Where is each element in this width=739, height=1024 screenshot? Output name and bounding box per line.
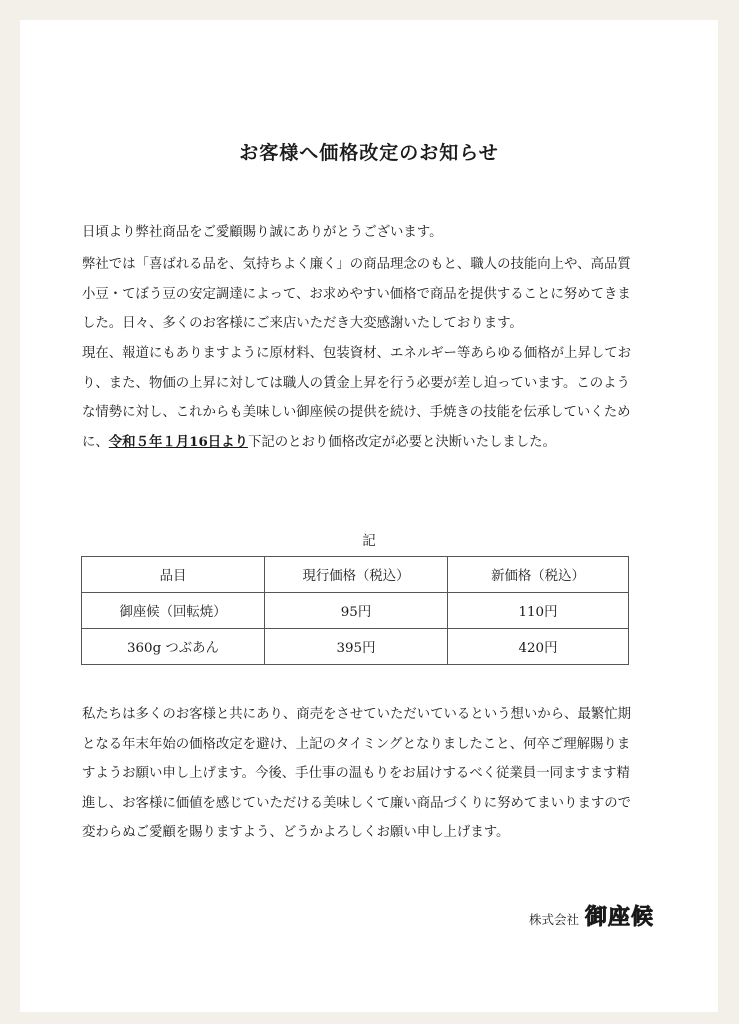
company-logo: 御座候 (584, 904, 654, 930)
item-name: 360g つぶあん (82, 629, 265, 665)
current-price: 395円 (265, 629, 448, 665)
situation-tail: 下記のとおり価格改定が必要と決断いたしました。 (247, 434, 556, 450)
philosophy-text: 弊社では「喜ばれる品を、気持ちよく廉く」の商品理念のもと、職人の技能向上や、高品質小豆・てぼう豆の安定調達によって、お求めやすい価格で商品を提供することに努めてきました。日々、多くのお客様にご来店いただき大変感謝いたしております。 (82, 257, 631, 331)
situation-paragraph (82, 339, 642, 457)
closing-text: 私たちは多くのお客様と共にあり、商売をさせていただいているという想いから、最繁忙期となる年末年始の価格改定を避け、上記のタイミングとなりましたこと、何卒ご理解賜りますようお願い申し上げます。今後、手仕事の温もりをお届けするべく従業員一同ますます精進し、お客様に価値を感じていただける美味しくて廉い商品づくりに努めてまいりますので変わらぬご愛顧を賜りますよう、どうかよろしくお願い申し上げます。 (82, 707, 632, 840)
notice-sheet (20, 20, 718, 1012)
header-new-price: 新価格（税込） (448, 557, 629, 593)
philosophy-paragraph (82, 250, 642, 339)
signature (529, 900, 654, 931)
notice-title: お客様へ価格改定のお知らせ (239, 142, 499, 164)
header-item: 品目 (82, 557, 265, 593)
closing-paragraph (82, 700, 642, 848)
intro-paragraph (82, 218, 642, 248)
price-table (81, 556, 629, 665)
current-price: 95円 (265, 593, 448, 629)
ki-heading: 記 (362, 533, 376, 549)
effective-date: 令和５年１月16日より (108, 433, 248, 450)
header-current-price: 現行価格（税込） (265, 557, 448, 593)
table-row (82, 593, 629, 629)
item-name: 御座候（回転焼） (82, 593, 265, 629)
table-row (82, 629, 629, 665)
intro-text: 日頃より弊社商品をご愛顧賜り誠にありがとうございます。 (82, 225, 443, 240)
table-header-row (82, 557, 629, 593)
new-price: 110円 (448, 593, 629, 629)
new-price: 420円 (448, 629, 629, 665)
situation-text (82, 339, 642, 457)
situation-lead: 現在、報道にもありますように原材料、包装資材、エネルギー等あらゆる価格が上昇しており、また、物価の上昇に対しては職人の賃金上昇を行う必要が差し迫っています。このような情勢に対し、これからも美味しい御座候の提供を続け、手焼きの技能を伝承していくために、 (82, 346, 632, 450)
company-type: 株式会社 (528, 912, 579, 927)
